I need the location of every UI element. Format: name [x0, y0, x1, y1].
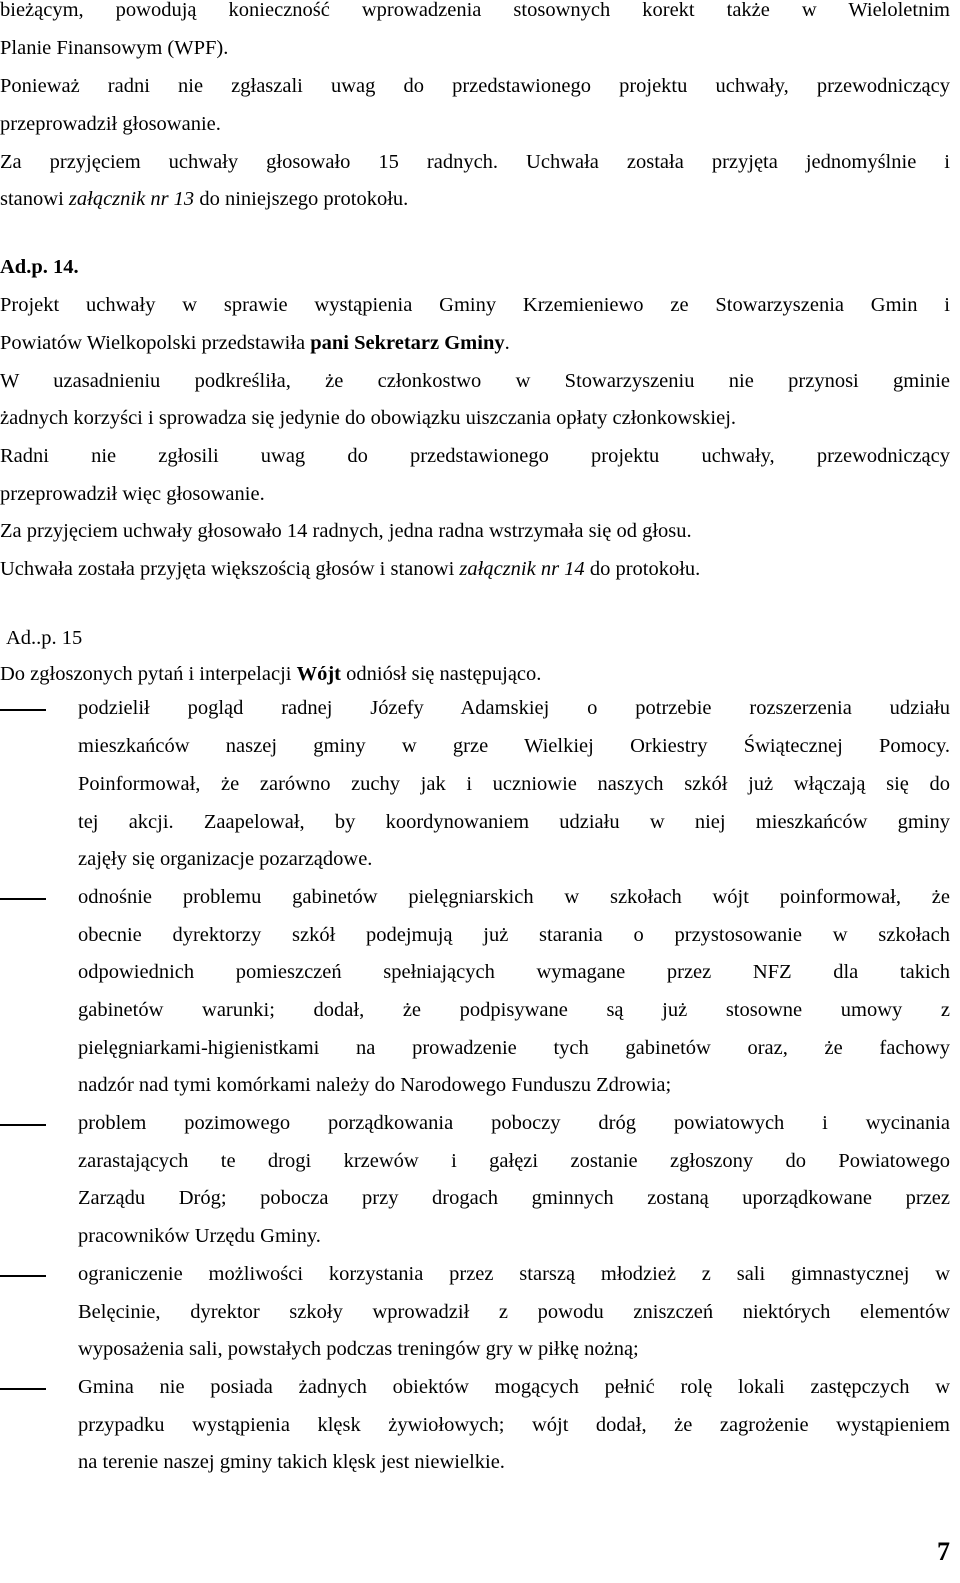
text-line: Za przyjęciem uchwały głosowało 15 radnych. Uchwała została przyjęta jednomyślnie i: [0, 151, 950, 173]
list-item-line: mieszkańców naszej gminy w grze Wielkiej Orkiestry Świątecznej Pomocy.: [78, 735, 950, 757]
speaker-name: pani Sekretarz Gminy: [310, 332, 505, 354]
text-line: przeprowadził więc głosowanie.: [0, 483, 265, 505]
text-line: Planie Finansowym (WPF).: [0, 37, 229, 59]
text-line: żadnych korzyści i sprowadza się jedynie do obowiązku uiszczania opłaty członkowskiej.: [0, 407, 737, 429]
text-run: Uchwała została przyjęta większością głosów i stanowi: [0, 558, 460, 580]
text-run: odniósł się następująco.: [341, 663, 542, 685]
list-item-line: problem pozimowego porządkowania poboczy dróg powiatowych i wycinania: [78, 1112, 950, 1134]
list-item-line: Zarządu Dróg; pobocza przy drogach gminnych zostaną uporządkowane przez: [78, 1187, 950, 1209]
dash-bullet-icon: [0, 1388, 46, 1390]
dash-bullet-icon: [0, 898, 46, 900]
dash-bullet-icon: [0, 1275, 46, 1277]
text-run: do niniejszego protokołu.: [194, 188, 409, 210]
text-line: [0, 187, 408, 211]
list-item-line: Poinformował, że zarówno zuchy jak i uczniowie naszych szkół już włączają się do: [78, 773, 950, 795]
dash-bullet-icon: [0, 709, 46, 711]
speaker-name: Wójt: [296, 663, 341, 685]
list-item-line: zajęły się organizacje pozarządowe.: [78, 848, 373, 870]
attachment-reference: załącznik nr 14: [459, 558, 585, 580]
section-heading-15: Ad..p. 15: [6, 627, 83, 649]
list-item-line: pracowników Urzędu Gminy.: [78, 1225, 321, 1247]
list-item-line: przypadku wystąpienia klęsk żywiołowych; wójt dodał, że zagrożenie wystąpieniem: [78, 1414, 950, 1436]
list-item-line: obecnie dyrektorzy szkół podejmują już starania o przystosowanie w szkołach: [78, 924, 950, 946]
list-item-line: odnośnie problemu gabinetów pielęgniarskich w szkołach wójt poinformował, że: [78, 886, 950, 908]
list-item-line: podzielił pogląd radnej Józefy Adamskiej o potrzebie rozszerzenia udziału: [78, 697, 950, 719]
page-number: 7: [937, 1537, 950, 1566]
text-line: Za przyjęciem uchwały głosowało 14 radnych, jedna radna wstrzymała się od głosu.: [0, 520, 692, 542]
list-item-line: ograniczenie możliwości korzystania przez starszą młodzież z sali gimnastycznej w: [78, 1263, 950, 1285]
list-item-line: zarastających te drogi krzewów i gałęzi zostanie zgłoszony do Powiatowego: [78, 1150, 950, 1172]
dash-bullet-icon: [0, 1124, 46, 1126]
text-line: W uzasadnieniu podkreśliła, że członkostwo w Stowarzyszeniu nie przynosi gminie: [0, 370, 950, 392]
text-run: Do zgłoszonych pytań i interpelacji: [0, 663, 297, 685]
list-item-line: tej akcji. Zaapelował, by koordynowaniem udziału w niej mieszkańców gminy: [78, 811, 950, 833]
list-item-line: pielęgniarkami-higienistkami na prowadzenie tych gabinetów oraz, że fachowy: [78, 1037, 950, 1059]
list-item-line: wyposażenia sali, powstałych podczas treningów gry w piłkę nożną;: [78, 1338, 639, 1360]
text-line: [0, 331, 510, 355]
list-item-line: nadzór nad tymi komórkami należy do Narodowego Funduszu Zdrowia;: [78, 1074, 672, 1096]
text-run: .: [504, 332, 510, 354]
list-item-line: Belęcinie, dyrektor szkoły wprowadził z powodu zniszczeń niektórych elementów: [78, 1301, 950, 1323]
text-line: Radni nie zgłosili uwag do przedstawionego projektu uchwały, przewodniczący: [0, 445, 950, 467]
section-heading-14: Ad.p. 14.: [0, 256, 79, 278]
text-line: [0, 662, 541, 686]
text-run: Powiatów Wielkopolski przedstawiła: [0, 332, 311, 354]
text-run: stanowi: [0, 188, 69, 210]
text-line: bieżącym, powodują konieczność wprowadzenia stosownych korekt także w Wieloletnim: [0, 0, 950, 21]
list-item-line: na terenie naszej gminy takich klęsk jest niewielkie.: [78, 1451, 505, 1473]
text-run: do protokołu.: [584, 558, 701, 580]
text-line: Ponieważ radni nie zgłaszali uwag do przedstawionego projektu uchwały, przewodniczący: [0, 75, 950, 97]
text-line: przeprowadził głosowanie.: [0, 113, 221, 135]
list-item-line: odpowiednich pomieszczeń spełniających wymagane przez NFZ dla takich: [78, 961, 950, 983]
attachment-reference: załącznik nr 13: [68, 188, 195, 210]
list-item-line: Gmina nie posiada żadnych obiektów mogących pełnić rolę lokali zastępczych w: [78, 1376, 950, 1398]
list-item-line: gabinetów warunki; dodał, że podpisywane są już stosowne umowy z: [78, 999, 950, 1021]
text-line: [0, 557, 700, 581]
text-line: Projekt uchwały w sprawie wystąpienia Gminy Krzemieniewo ze Stowarzyszenia Gmin i: [0, 294, 950, 316]
